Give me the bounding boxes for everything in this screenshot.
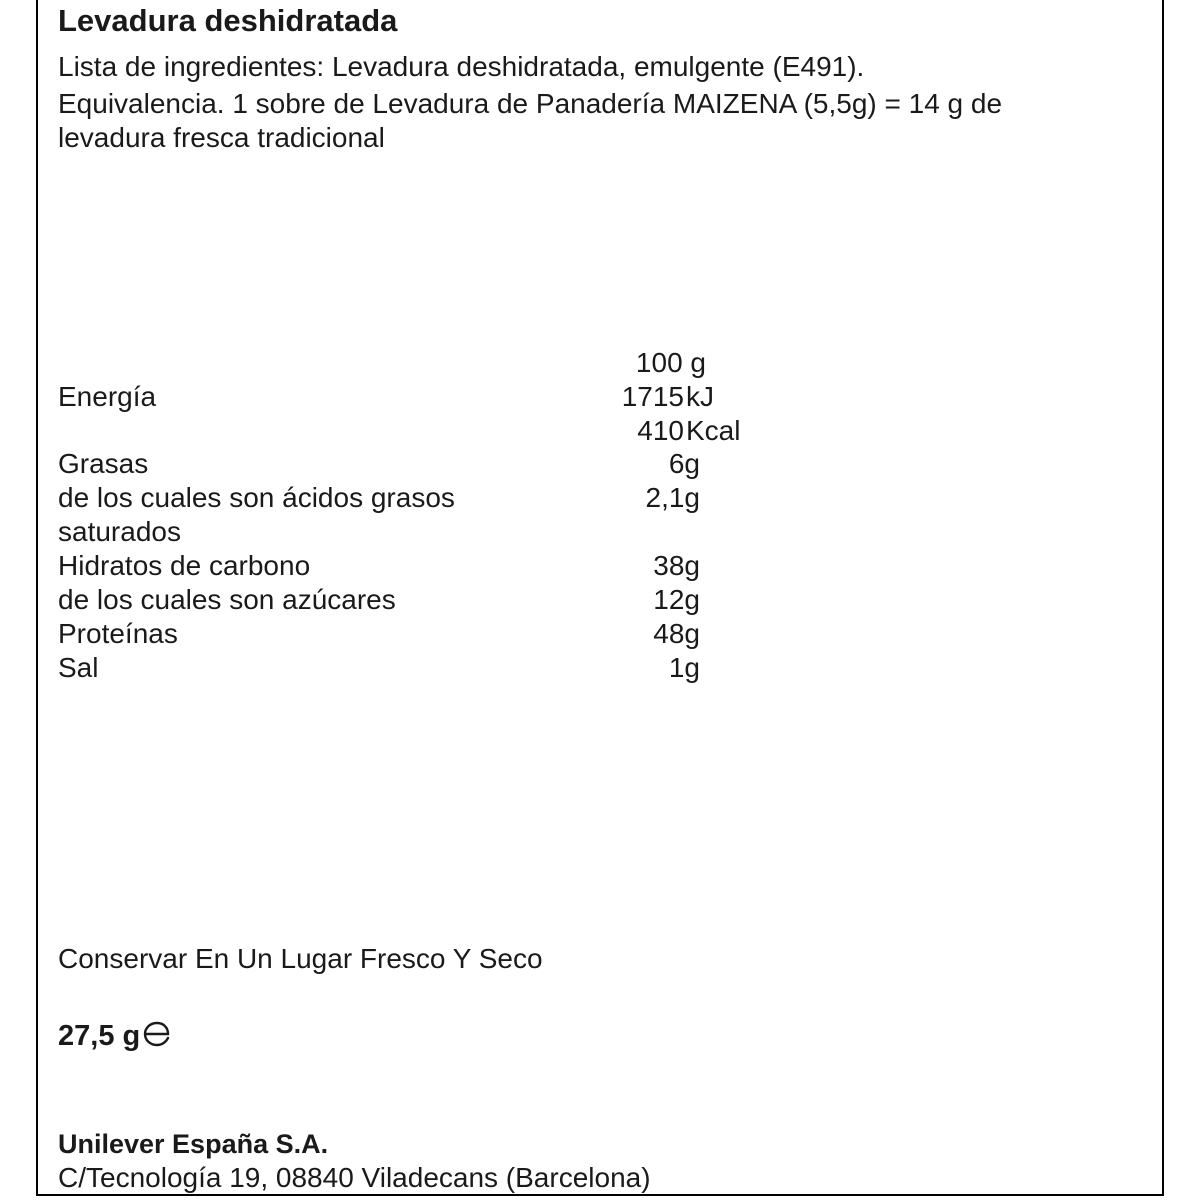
- product-title: Levadura deshidratada: [58, 3, 398, 38]
- energy-kcal-value: 410: [637, 415, 684, 446]
- nutrient-value-salt: 1g: [668, 652, 700, 683]
- nutrient-label-saturated-cont: saturados: [58, 516, 181, 547]
- net-weight-value: 27,5 g: [58, 1020, 141, 1052]
- company-address: C/Tecnología 19, 08840 Viladecans (Barcelona): [58, 1162, 651, 1193]
- ingredients-list: Lista de ingredientes: Levadura deshidratada, emulgente (E491).: [58, 51, 865, 82]
- energy-kcal-unit: Kcal: [686, 415, 741, 446]
- estimated-sign-e-icon: [142, 1020, 172, 1056]
- net-weight: [58, 1019, 172, 1056]
- nutrition-header: 100 g: [635, 347, 706, 378]
- storage-instructions: Conservar En Un Lugar Fresco Y Seco: [58, 943, 543, 974]
- nutrient-label-salt: Sal: [58, 652, 99, 683]
- nutrient-label-protein: Proteínas: [58, 618, 178, 649]
- nutrient-value-fat: 6g: [668, 448, 700, 479]
- company-name: Unilever España S.A.: [58, 1129, 329, 1159]
- energy-label: Energía: [58, 381, 157, 412]
- nutrient-label-sugars: de los cuales son azúcares: [58, 584, 396, 615]
- energy-kj-unit: kJ: [686, 381, 714, 412]
- energy-kj-value: 1715: [621, 381, 684, 412]
- equivalence-line-1: Equivalencia. 1 sobre de Levadura de Panadería MAIZENA (5,5g) = 14 g de: [58, 88, 1003, 119]
- nutrient-label-carbohydrates: Hidratos de carbono: [58, 550, 311, 581]
- nutrient-label-saturated: de los cuales son ácidos grasos: [58, 482, 455, 513]
- nutrient-value-protein: 48g: [653, 618, 700, 649]
- nutrient-value-sugars: 12g: [653, 584, 700, 615]
- nutrient-value-saturated: 2,1g: [645, 482, 700, 513]
- equivalence-line-2: levadura fresca tradicional: [58, 122, 385, 153]
- nutrient-label-fat: Grasas: [58, 448, 149, 479]
- nutrient-value-carbohydrates: 38g: [653, 550, 700, 581]
